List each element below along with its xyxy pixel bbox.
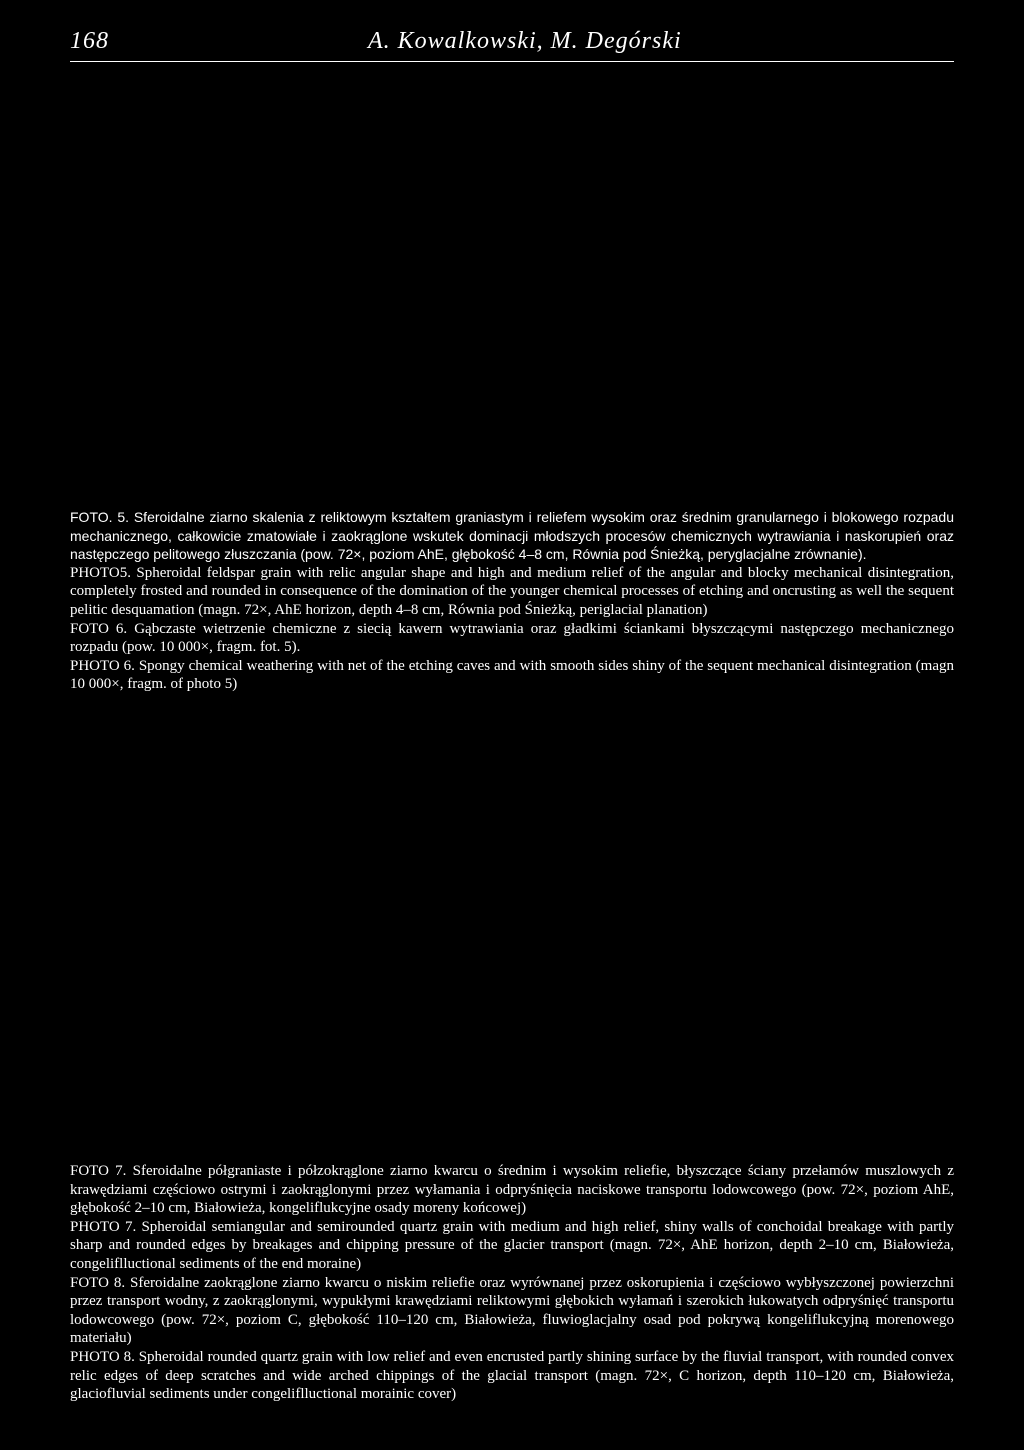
caption-foto-8: FOTO 8. Sferoidalne zaokrąglone ziarno kwarcu o niskim reliefie oraz wyrównanej przez oskorupienia i częściowo wybłyszczonej powierzchni przez transport wodny, z zaokrąglonymi, wypukłymi krawędziami reliktowymi głębokich wyłamań i szerokich łukowatych odpryśnięć transportu lodowcowego (pow. 72×, poziom C, głębokość 110–120 cm, Białowieża, fluwioglacjalny osad pod pokrywą kongeliflukcyjną morenowego materiału) — [70, 1274, 954, 1347]
page-header — [70, 28, 954, 62]
caption-photo-8: PHOTO 8. Spheroidal rounded quartz grain with low relief and even encrusted partly shining surface by the fluvial transport, with rounded convex relic edges of deep scratches and wide arched chippings of the glacial transport (magn. 72×, C horizon, depth 110–120 cm, Białowieża, glaciofluvial sediments under congeliflluctional morainic cover) — [70, 1348, 954, 1403]
running-head-authors: A. Kowalkowski, M. Degórski — [368, 28, 682, 54]
caption-photo-6: PHOTO 6. Spongy chemical weathering with net of the etching caves and with smooth sides shiny of the sequent mechanical disintegration (magn 10 000×, fragm. of photo 5) — [70, 657, 954, 693]
caption-foto-6: FOTO 6. Gąbczaste wietrzenie chemiczne z siecią kawern wytrawiania oraz gładkimi ściankami błyszczącymi następczego mechanicznego rozpadu (pow. 10 000×, fragm. fot. 5). — [70, 620, 954, 656]
caption-block-photos-7-8 — [70, 1162, 954, 1404]
caption-photo-5: PHOTO5. Spheroidal feldspar grain with relic angular shape and high and medium relief of the angular and blocky mechanical disintegration, completely frosted and rounded in consequence of the domination of the younger chemical processes of etching and oncrusting as well the sequent pelitic desquamation (magn. 72×, AhE horizon, depth 4–8 cm, Równia pod Śnieżką, periglacial planation) — [70, 564, 954, 618]
caption-block-photos-5-6 — [70, 508, 954, 694]
caption-foto-7: FOTO 7. Sferoidalne półgraniaste i półzokrąglone ziarno kwarcu o średnim i wysokim reliefie, błyszczące ściany przełamów muszlowych z krawędziami częściowo ostrymi i zaokrąglonymi przez wyłamania i odpryśnięcia naciskowe transportu lodowcowego (pow. 72×, poziom AhE, głębokość 2–10 cm, Białowieża, kongeliflukcyjne osady moreny końcowej) — [70, 1163, 954, 1217]
header-rule — [70, 61, 954, 62]
caption-photo-7: PHOTO 7. Spheroidal semiangular and semirounded quartz grain with medium and high relief, shiny walls of conchoidal breakage with partly sharp and rounded edges by breakages and chipping pressure of the glacier transport (magn. 72×, AhE horizon, depth 2–10 cm, Białowieża, congeliflluctional sediments of the end moraine) — [70, 1218, 954, 1272]
page-number: 168 — [70, 28, 109, 54]
caption-foto-5: FOTO. 5. Sferoidalne ziarno skalenia z reliktowym kształtem graniastym i reliefem wysokim oraz średnim granularnego i blokowego rozpadu mechanicznego, całkowicie zmatowiałe i zaokrąglone wskutek dominacji młodszych procesów chemicznych wytrawiania i naskorupień oraz następczego pelitowego złuszczania (pow. 72×, poziom AhE, głębokość 4–8 cm, Równia pod Śnieżką, peryglacjalne zrównanie). — [70, 509, 954, 563]
